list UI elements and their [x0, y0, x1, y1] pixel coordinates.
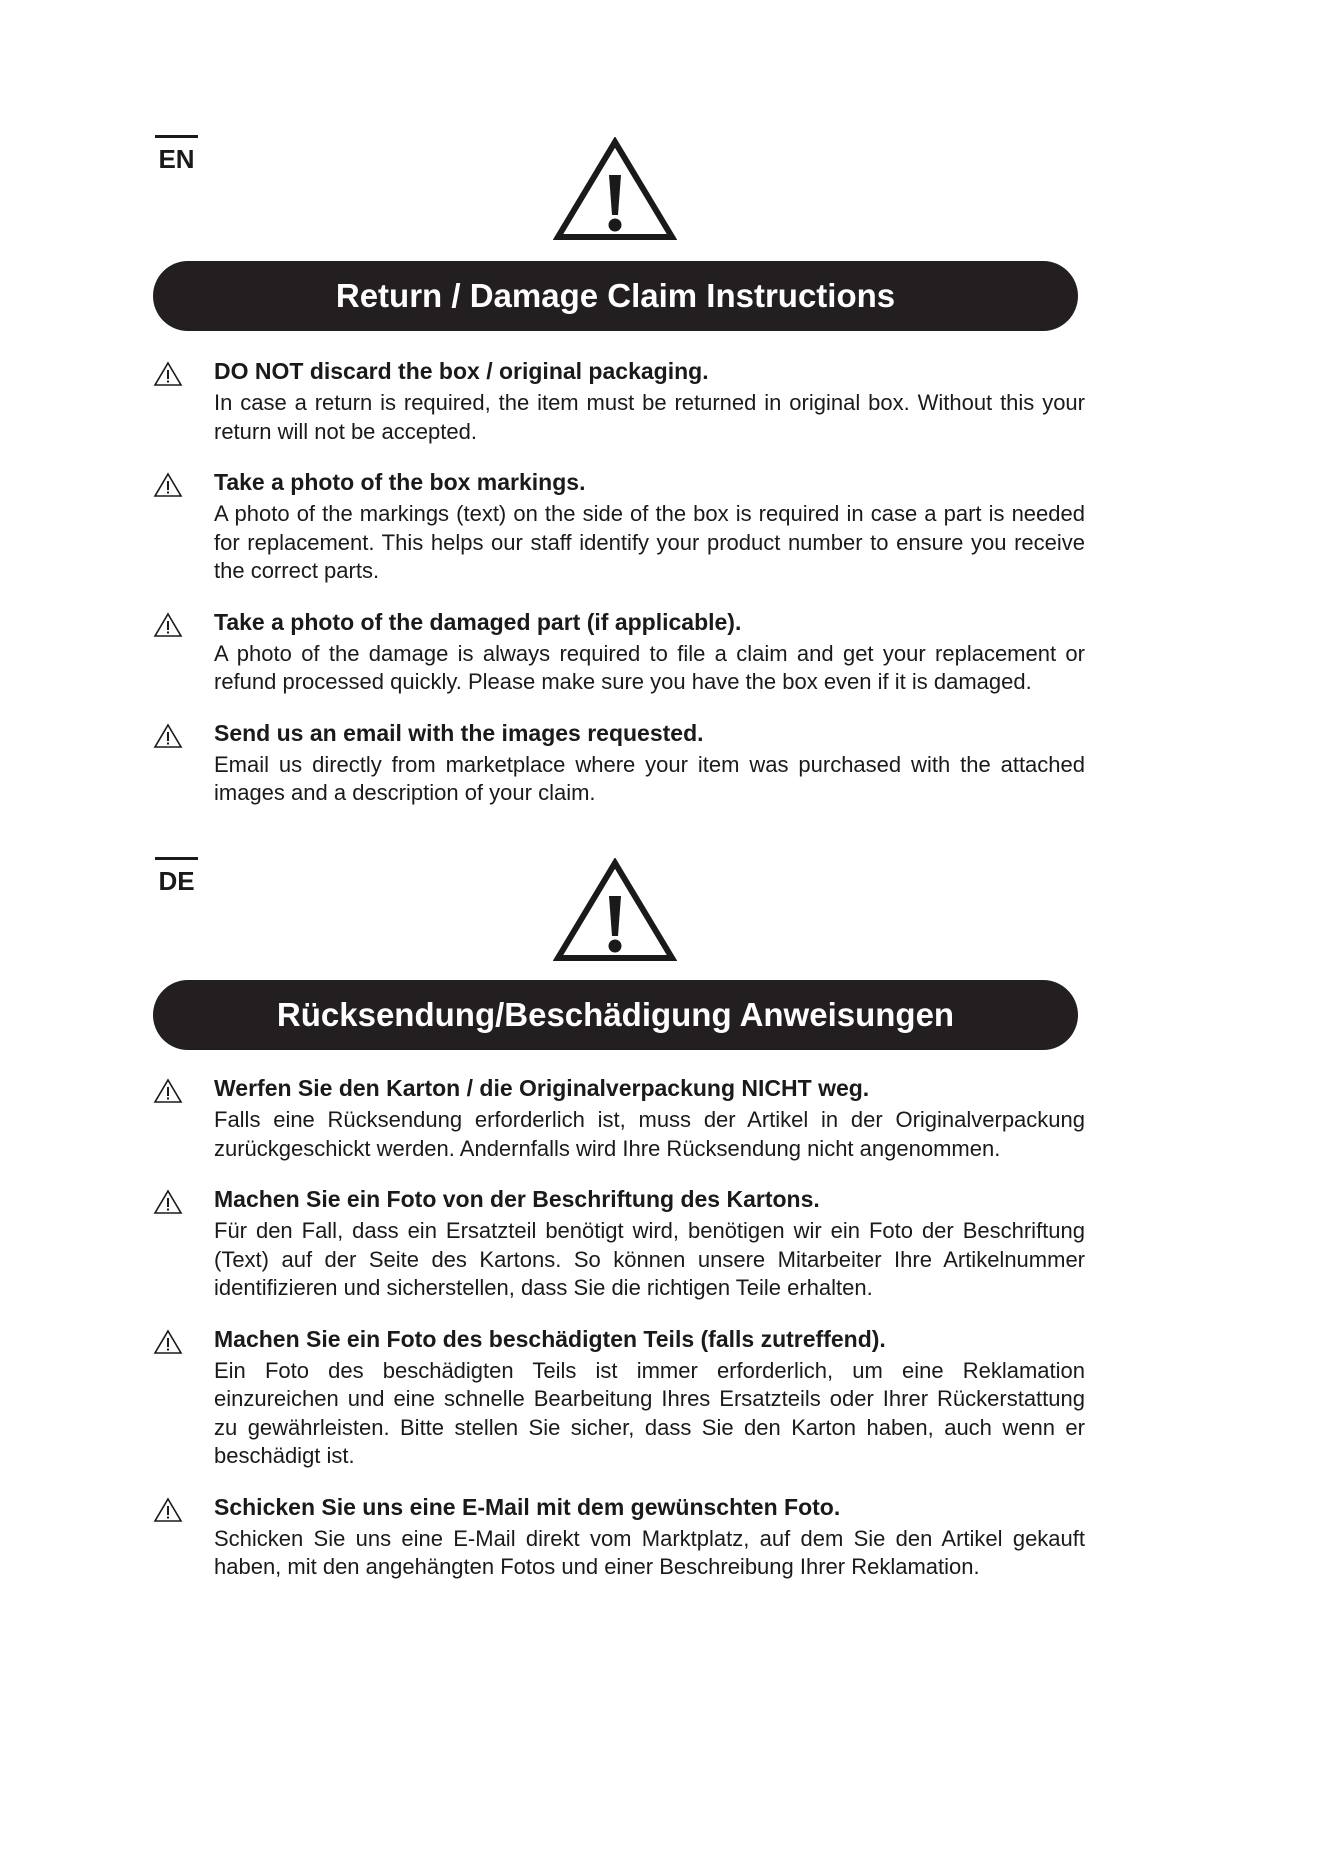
- instruction-list: [153, 1074, 1085, 1582]
- instruction-body: In case a return is required, the item must be returned in original box. Without this your return will not be accepted.: [214, 390, 1085, 444]
- language-code-de: DE: [155, 857, 198, 896]
- instruction-item: [153, 1074, 1085, 1163]
- instruction-body: A photo of the damage is always required to file a claim and get your replacement or refund processed quickly. Please make sure you have the box even if it is damaged.: [214, 640, 1085, 694]
- instruction-heading: DO NOT discard the box / original packaging.: [214, 358, 709, 384]
- instruction-body: Für den Fall, dass ein Ersatzteil benötigt wird, benötigen wir ein Foto der Beschriftung (Text) auf der Seite des Kartons. So können unsere Mitarbeiter Ihre Artikelnummer identifizieren und sicherstellen, dass Sie die richtigen Teile erhalten.: [214, 1218, 1085, 1300]
- instruction-item: [153, 1185, 1085, 1303]
- caution-icon: [153, 1078, 183, 1104]
- banner-title: Rücksendung/Beschädigung Anweisungen: [153, 980, 1078, 1050]
- instruction-heading: Take a photo of the box markings.: [214, 469, 586, 495]
- caution-icon: [153, 1329, 183, 1355]
- instruction-heading: Machen Sie ein Foto von der Beschriftung des Kartons.: [214, 1186, 820, 1212]
- warning-icon: [553, 137, 677, 241]
- instruction-body: A photo of the markings (text) on the side of the box is required in case a part is needed for replacement. This helps our staff identify your product number to ensure you receive the correct parts.: [214, 501, 1085, 583]
- instruction-heading: Take a photo of the damaged part (if applicable).: [214, 608, 742, 635]
- instruction-item: [153, 1493, 1085, 1582]
- caution-icon: [153, 723, 183, 749]
- instruction-item: [153, 357, 1085, 446]
- instruction-heading: Send us an email with the images requested.: [214, 719, 704, 746]
- instruction-item: [153, 1325, 1085, 1471]
- instruction-body: Schicken Sie uns eine E-Mail direkt vom Marktplatz, auf dem Sie den Artikel gekauft haben, mit den angehängten Fotos und einer Beschreibung Ihrer Reklamation.: [214, 1525, 1085, 1579]
- caution-icon: [153, 361, 183, 387]
- instruction-list: [153, 357, 1085, 808]
- caution-icon: [153, 472, 183, 498]
- instruction-item: [153, 608, 1085, 697]
- caution-icon: [153, 612, 183, 638]
- language-code-en: EN: [155, 135, 198, 174]
- instruction-item: [153, 719, 1085, 808]
- instruction-body: Ein Foto des beschädigten Teils ist immer erforderlich, um eine Reklamation einzureichen und eine schnelle Bearbeitung Ihres Ersatzteils oder Ihrer Rückerstattung zu gewährleisten. Bitte stellen Sie sicher, dass Sie den Karton haben, auch wenn er beschädigt ist.: [214, 1357, 1085, 1468]
- instruction-body: Falls eine Rücksendung erforderlich ist, muss der Artikel in der Originalverpackung zurückgeschickt werden. Andernfalls wird Ihre Rücksendung nicht angenommen.: [214, 1107, 1085, 1161]
- caution-icon: [153, 1497, 183, 1523]
- instruction-body: Email us directly from marketplace where your item was purchased with the attached images and a description of your claim.: [214, 751, 1085, 805]
- instruction-heading: Machen Sie ein Foto des beschädigten Teils (falls zutreffend).: [214, 1325, 886, 1352]
- banner-title: Return / Damage Claim Instructions: [153, 261, 1078, 331]
- instruction-item: [153, 468, 1085, 586]
- instruction-heading: Schicken Sie uns eine E-Mail mit dem gewünschten Foto.: [214, 1493, 841, 1520]
- warning-icon: [553, 858, 677, 962]
- caution-icon: [153, 1189, 183, 1215]
- instruction-heading: Werfen Sie den Karton / die Originalverpackung NICHT weg.: [214, 1075, 870, 1101]
